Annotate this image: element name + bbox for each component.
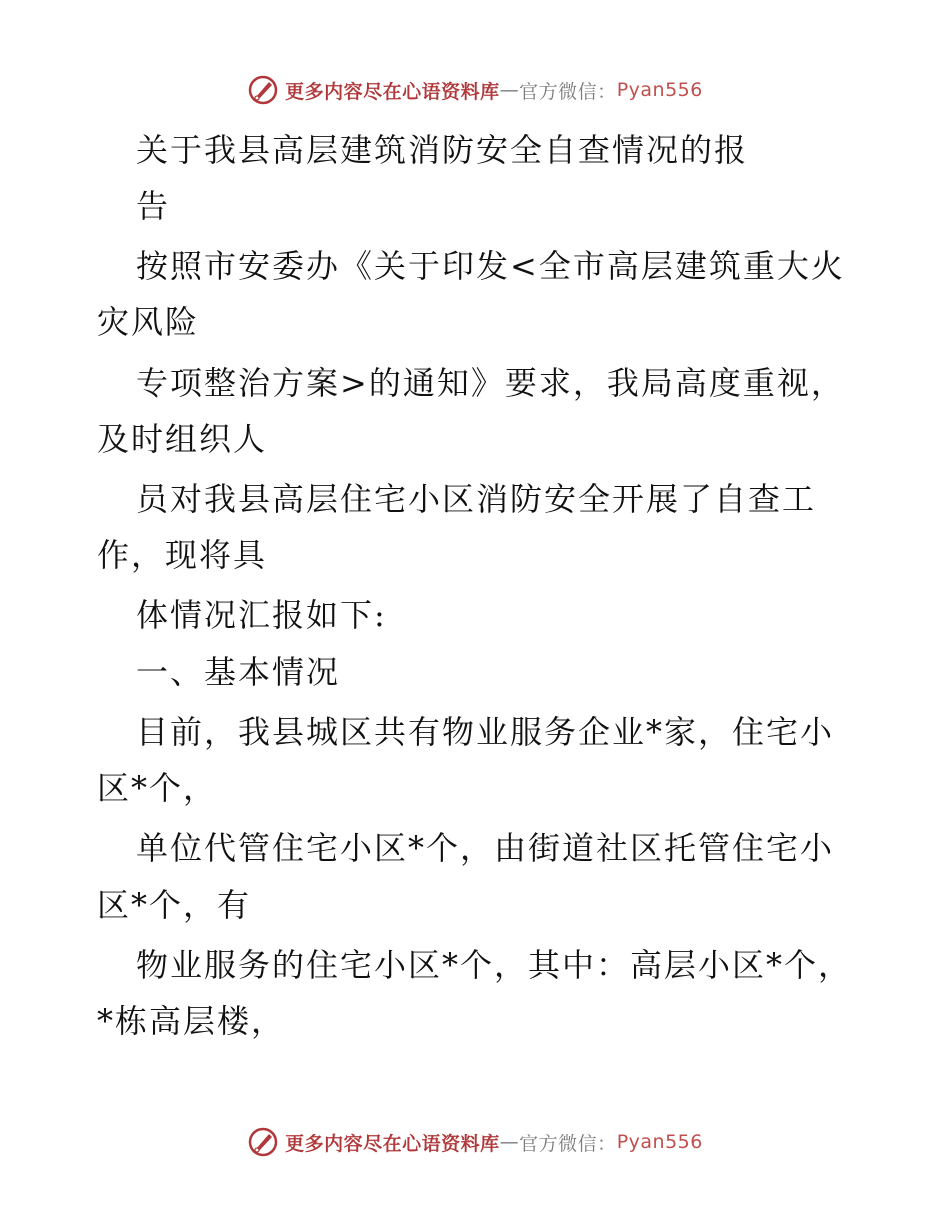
paragraph-line: 灾风险	[97, 303, 200, 341]
paragraph-line: 区*个，有	[97, 886, 252, 924]
watermark-label: 官方微信：	[519, 1132, 617, 1155]
paragraph-line: 物业服务的住宅小区*个，其中：高层小区*个，	[136, 946, 853, 984]
quill-logo-icon	[247, 1126, 279, 1158]
paragraph-line: 体情况汇报如下:	[136, 596, 387, 634]
paragraph-line: 目前，我县城区共有物业服务企业*家，住宅小	[136, 713, 835, 751]
watermark-brand: 更多内容尽在心语资料库	[285, 80, 500, 103]
paragraph-line: *栋高层楼，	[97, 1002, 286, 1040]
paragraph-line: 单位代管住宅小区*个，由街道社区托管住宅小	[136, 829, 835, 867]
watermark-account: Pyan556	[616, 1131, 703, 1153]
watermark-label: 官方微信：	[519, 80, 617, 103]
document-title-line-1: 关于我县高层建筑消防安全自查情况的报	[136, 131, 749, 169]
paragraph-line: 按照市安委办《关于印发<全市高层建筑重大火	[136, 247, 845, 285]
quill-logo-icon	[247, 74, 279, 106]
watermark-separator: —	[499, 1131, 520, 1153]
document-title-line-2: 告	[136, 187, 171, 225]
paragraph-line: 作，现将具	[97, 536, 268, 574]
watermark-separator: —	[499, 79, 520, 101]
header-watermark	[0, 70, 950, 110]
paragraph-line: 员对我县高层住宅小区消防安全开展了自查工	[136, 480, 817, 518]
paragraph-line: 及时组织人	[97, 420, 268, 458]
footer-watermark	[0, 1122, 950, 1162]
watermark-brand: 更多内容尽在心语资料库	[285, 1132, 500, 1155]
paragraph-line: 区*个，	[97, 769, 218, 807]
section-heading: 一、基本情况	[136, 653, 341, 691]
paragraph-line: 专项整治方案>的通知》要求，我局高度重视，	[136, 364, 845, 402]
watermark-account: Pyan556	[616, 79, 703, 101]
